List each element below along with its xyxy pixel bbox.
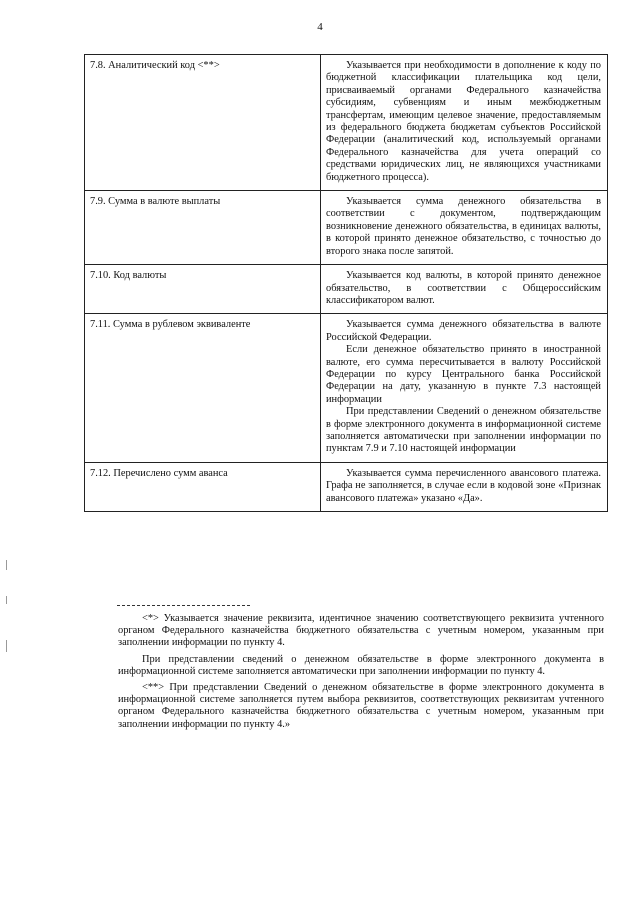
- table-row: [85, 265, 608, 314]
- description-paragraph: Указывается сумма денежного обязательства в соответствии с документом, подтверждающим возникновение денежного обязательства, в единицах валюты, в которой принято денежное обязательство, с точностью до второго знака после запятой.: [326, 196, 601, 257]
- description-paragraph: Указывается сумма денежного обязательства в валюте Российской Федерации.: [326, 319, 601, 343]
- scan-margin-mark: [6, 560, 7, 570]
- table-row: [85, 55, 608, 191]
- table-row: [85, 191, 608, 265]
- description-paragraph: При представлении Сведений о денежном обязательстве в форме электронного документа в информационной системе заполняется автоматически при заполнении информации по пунктам 7.9 и 7.10 настоящей информации: [326, 406, 601, 455]
- row-label: 7.8. Аналитический код <**>: [85, 55, 321, 191]
- footnotes: [118, 613, 604, 735]
- row-label: 7.9. Сумма в валюте выплаты: [85, 191, 321, 265]
- footnote-separator: [117, 605, 250, 606]
- row-description: [321, 265, 608, 314]
- row-description: [321, 191, 608, 265]
- requisites-table: [84, 54, 608, 512]
- footnote: <**> При представлении Сведений о денежном обязательстве в форме электронного документа в информационной системе заполняется путем выбора реквизитов, соответствующих реквизитам учтенного органом Федерального казначейства бюджетного обязательства с учетным номером, указанным при заполнении информации по пункту 4.»: [118, 682, 604, 730]
- footnote: При представлении сведений о денежном обязательстве в форме электронного документа в информационной системе заполняется автоматически при заполнении информации по пункту 4.: [118, 653, 604, 677]
- description-paragraph: Если денежное обязательство принято в иностранной валюте, его сумма пересчитывается в валюту Российской Федерации по курсу Центрального банка Российской Федерации на дату, указанную в пункте 7.3 настоящей информации: [326, 344, 601, 405]
- row-label: 7.11. Сумма в рублевом эквиваленте: [85, 314, 321, 462]
- table-row: [85, 462, 608, 511]
- row-label: 7.10. Код валюты: [85, 265, 321, 314]
- row-description: [321, 55, 608, 191]
- description-paragraph: Указывается сумма перечисленного авансового платежа. Графа не заполняется, в случае если в кодовой зоне «Признак авансового платежа» указано «Да».: [326, 467, 601, 504]
- scan-margin-mark: [6, 596, 7, 604]
- description-paragraph: Указывается код валюты, в которой принято денежное обязательство, в соответствии с Общероссийским классификатором валют.: [326, 270, 601, 306]
- footnote: <*> Указывается значение реквизита, идентичное значению соответствующего реквизита учтенного органом Федерального казначейства бюджетного обязательства с учетным номером, указанным при заполнении информации по пункту 4.: [118, 613, 604, 649]
- scan-margin-mark: [6, 640, 7, 652]
- description-paragraph: Указывается при необходимости в дополнение к коду по бюджетной классификации плательщика код цели, присваиваемый органами Федерального казначейства субсидиям, субвенциям и иным межбюджетным трансфертам, имеющим целевое значение, предоставляемым из федерального бюджета бюджетам субъектов Российской Федерации (аналитический код, используемый органами Федерального казначейства для учета операций со средствами юридических лиц, не являющихся участниками бюджетного процесса).: [326, 60, 601, 183]
- page-number: 4: [317, 21, 323, 33]
- table-row: [85, 314, 608, 462]
- row-label: 7.12. Перечислено сумм аванса: [85, 462, 321, 511]
- row-description: [321, 462, 608, 511]
- row-description: [321, 314, 608, 462]
